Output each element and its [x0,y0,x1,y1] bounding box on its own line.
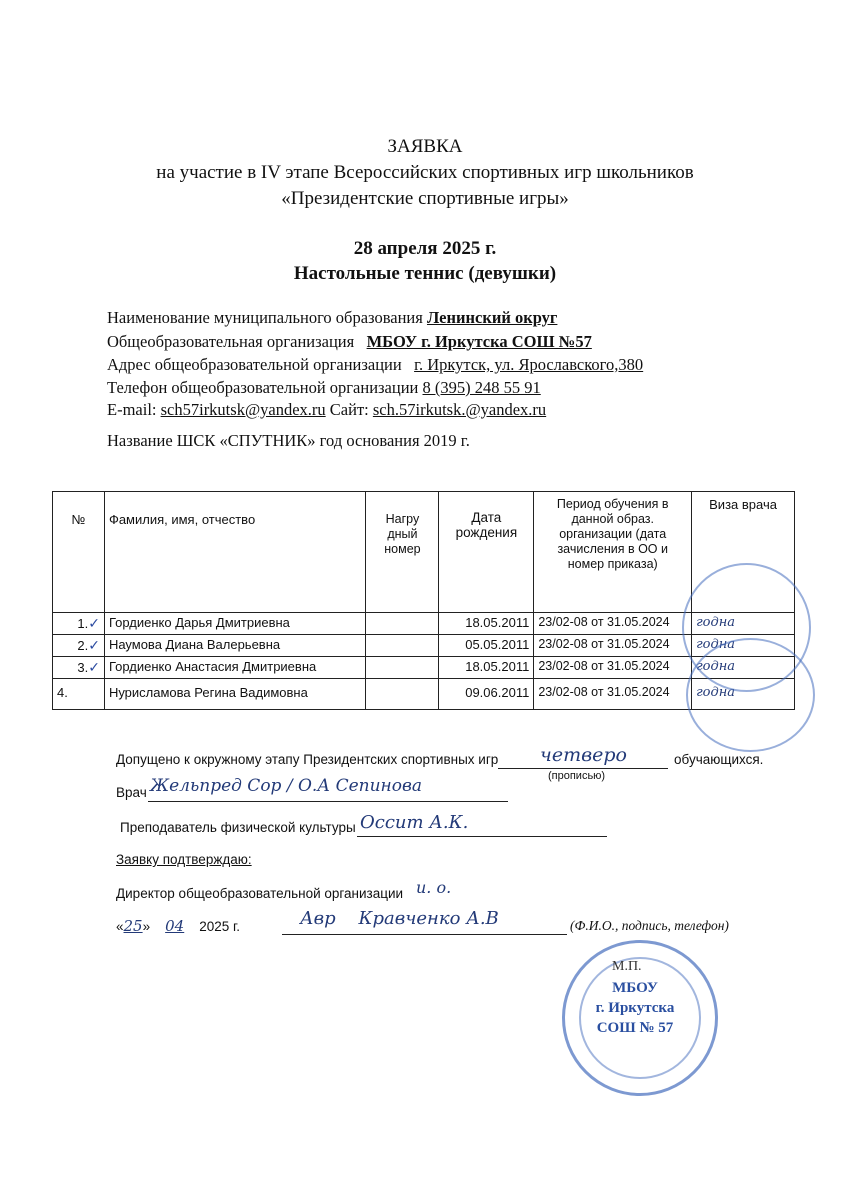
row-dob: 09.06.2011 [439,679,534,710]
org-value: МБОУ г. Иркутска СОШ №57 [366,332,592,351]
director-signature-name: Кравченко А.В [358,908,499,929]
row-visa: годна [692,635,795,657]
table-row [53,679,795,710]
municipal-value: Ленинский округ [426,308,558,327]
row-bib [366,613,439,635]
address-label: Адрес общеобразовательной организации [107,355,402,374]
check-icon: ✓ [88,615,100,631]
mp-label: М.П. [612,959,642,974]
director-signature [300,908,499,929]
site-link[interactable]: sch.57irkutsk.@yandex.ru [372,400,547,419]
org-label: Общеобразовательная организация [107,332,355,351]
row-dob: 05.05.2011 [439,635,534,657]
phone-value: 8 (395) 248 55 91 [422,378,541,397]
club-info: Название ШСК «СПУТНИК» год основания 2019 г. [107,431,470,450]
email-label: E-mail: [107,400,157,419]
row-num: 4. [53,679,105,710]
stamp-line-3: СОШ № 57 [596,1020,674,1036]
header-period: Период обучения в данной образ. организации (дата зачисления в ОО и номер приказа) [534,492,692,613]
check-icon: ✓ [88,637,100,653]
row-name: Нурисламова Регина Вадимовна [104,679,366,710]
municipal-row [107,308,557,328]
org-row [107,332,592,352]
row-num: 1. [77,616,89,631]
teacher-signature: Оссит А.К. [360,812,469,833]
row-num-cell [53,613,105,635]
admitted-label: Допущено к окружному этапу Президентских спортивных игр [116,752,499,767]
address-value: г. Иркутск, ул. Ярославского,380 [414,355,644,374]
admitted-suffix: обучающихся. [674,752,764,767]
date-close: » [142,919,151,934]
date-day: 25 [123,917,143,935]
row-period: 23/02-08 от 31.05.2024 [534,613,692,635]
phone-row [107,378,541,398]
check-icon: ✓ [88,659,100,675]
address-row [107,355,643,375]
row-num: 3. [77,660,89,675]
row-bib [366,679,439,710]
doctor-label: Врач [116,785,147,800]
doctor-signature: Жельпред Сор / О.А Сепиновa [150,776,423,796]
doctor-stamp-2 [686,638,815,752]
row-dob: 18.05.2011 [439,657,534,679]
row-num: 2. [77,638,89,653]
stamp-line-1: МБОУ [612,980,658,996]
document-title: ЗАЯВКА [387,136,463,157]
event-date: 28 апреля 2025 г. [353,238,497,259]
school-stamp-inner [579,957,701,1079]
municipal-label: Наименование муниципального образования [107,308,423,327]
date-open: « [116,919,124,934]
title-line-1: на участие в IV этапе Всероссийских спортивных игр школьников [156,162,694,183]
title-line-2: «Президентские спортивные игры» [281,188,569,209]
row-period: 23/02-08 от 31.05.2024 [534,657,692,679]
table-header-row [53,492,795,613]
date-year: 2025 г. [199,919,241,934]
date-row [116,917,240,935]
teacher-label: Преподаватель физической культуры [120,820,356,835]
email-row [107,400,546,420]
confirm-label: Заявку подтверждаю: [116,852,252,867]
header-visa: Виза врача [692,492,795,613]
row-bib [366,657,439,679]
stamp-line-2: г. Иркутска [595,1000,675,1016]
event-sport: Настольные теннис (девушки) [293,263,557,284]
site-label: Сайт: [329,400,369,419]
signature-hint: (Ф.И.О., подпись, телефон) [570,918,729,933]
row-name: Гордиенко Дарья Дмитриевна [104,613,366,635]
participants-table [52,491,795,710]
row-dob: 18.05.2011 [439,613,534,635]
row-visa: годна [692,657,795,679]
admitted-handwritten: четверо [540,744,627,766]
row-num-cell [53,657,105,679]
row-period: 23/02-08 от 31.05.2024 [534,679,692,710]
header-bib: Нагру дный номер [366,492,439,613]
admitted-hint: (прописью) [548,770,606,782]
email-link[interactable]: sch57irkutsk@yandex.ru [160,400,326,419]
header-dob: Дата рождения [439,492,534,613]
row-bib [366,635,439,657]
director-label: Директор общеобразовательной организации [116,886,404,901]
header-name: Фамилия, имя, отчество [104,492,366,613]
phone-label: Телефон общеобразовательной организации [107,378,419,397]
row-name: Наумова Диана Валерьевна [104,635,366,657]
row-period: 23/02-08 от 31.05.2024 [534,635,692,657]
row-num-cell [53,635,105,657]
row-name: Гордиенко Анастасия Дмитриевна [104,657,366,679]
table-row [53,657,795,679]
header-num: № [53,492,105,613]
date-month: 04 [165,917,185,935]
signature-flourish: Авр [300,908,359,929]
row-visa: годна [692,679,795,710]
row-visa: годна [692,613,795,635]
director-acting: и. о. [416,878,452,897]
